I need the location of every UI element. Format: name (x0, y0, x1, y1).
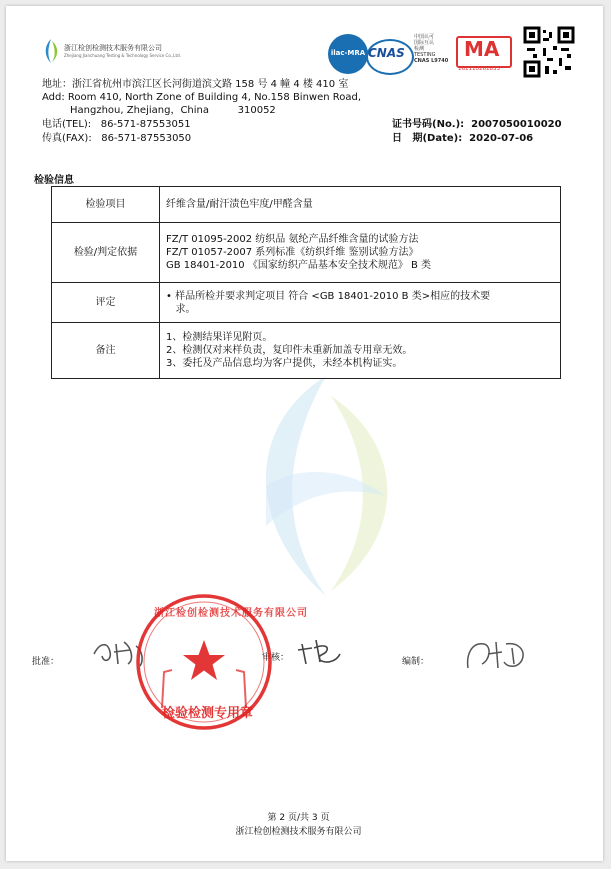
row-key: 备注 (52, 323, 160, 379)
page-number: 第 2 页/共 3 页 (267, 813, 330, 823)
row-value: 纤维含量/耐汗渍色牢度/甲醛含量 (160, 187, 561, 223)
tel: 电话(TEL): 86-571-87553051 (42, 119, 191, 130)
cma-number: 161110261833 (458, 66, 500, 72)
cnas-text: CNAS (368, 46, 405, 60)
company-name-en: Zhejiang Jianchuang Testing & Technology Service Co.,Ltd. (64, 53, 181, 58)
company-name-cn: 浙江检创检测技术服务有限公司 (64, 44, 162, 52)
row-key: 检验项目 (52, 187, 160, 223)
ilac-text: ilac-MRA (330, 49, 366, 57)
section-title: 检验信息 (34, 175, 74, 186)
cma-text: MA (464, 37, 500, 61)
row-value: 1、检测结果详见附页。 2、检测仅对来样负责，复印件未重新加盖专用章无效。 3、委托及产品信息均为客户提供，未经本机构证实。 (160, 323, 561, 379)
fax: 传真(FAX): 86-571-87553050 (42, 133, 192, 144)
certificate-number: 证书号码(No.): 2007050010020 (392, 119, 562, 130)
qr-code (523, 26, 575, 78)
report-page (6, 6, 603, 861)
inspection-info-table (51, 186, 561, 379)
company-logo-icon (40, 38, 62, 64)
reviewer-signature (296, 634, 346, 670)
table-row (52, 323, 561, 379)
row-value: • 样品所检并要求判定项目 符合 <GB 18401-2010 B 类>相应的技术要 求。 (160, 283, 561, 323)
row-key: 评定 (52, 283, 160, 323)
address-cn: 地址：浙江省杭州市滨江区长河街道滨文路 158 号 4 幢 4 楼 410 室 (42, 79, 349, 90)
row-key: 检验/判定依据 (52, 223, 160, 283)
cnas-cert-labels: 中国认可 国际互认 检测 TESTING CNAS L9740 (414, 34, 449, 64)
footer-company: 浙江检创检测技术服务有限公司 (235, 827, 362, 837)
watermark-logo (206, 366, 446, 606)
compiler-signature (462, 634, 532, 674)
review-label: 审核： (262, 653, 290, 663)
table-row (52, 223, 561, 283)
seal-bottom-text: 检验检测专用章 (162, 706, 254, 721)
row-value: FZ/T 01095-2002 纺织品 氨纶产品纤维含量的试验方法 FZ/T 01057-2007 系列标准《纺织纤维 鉴别试验方法》 GB 18401-2010 《国家纺织产品基本安全技术规范》 B 类 (160, 223, 561, 283)
approve-label: 批准： (32, 657, 60, 667)
table-row (52, 283, 561, 323)
address-en-2: Hangzhou, Zhejiang，China 310052 (70, 105, 276, 116)
report-date: 日 期(Date): 2020-07-06 (392, 133, 534, 144)
seal-ring-text: 浙江检创检测技术服务有限公司 (154, 608, 308, 619)
table-row (52, 187, 561, 223)
compile-label: 编制： (402, 657, 430, 667)
address-en-1: Add: Room 410, North Zone of Building 4, No.158 Binwen Road, (42, 92, 362, 103)
